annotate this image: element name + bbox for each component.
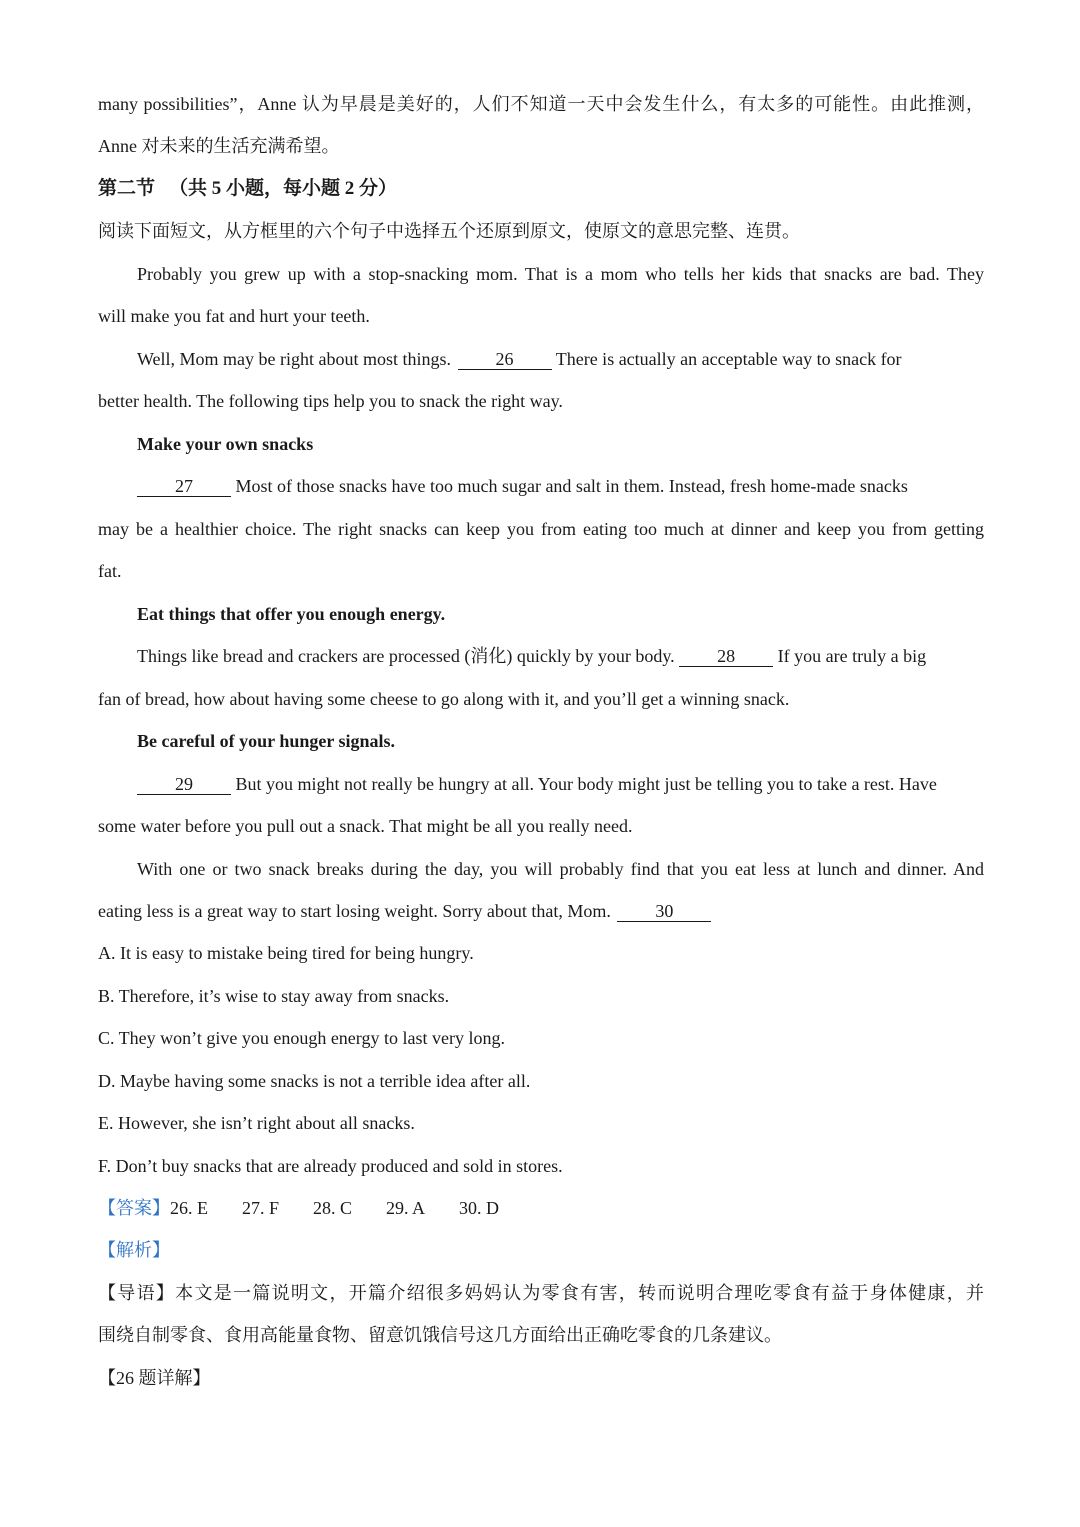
passage-p2-line2: better health. The following tips help you to snack the right way. (98, 391, 563, 411)
blank-30: 30 (617, 901, 711, 922)
intro-line-2: Anne 对未来的生活充满希望。 (98, 136, 340, 156)
option-b: B. Therefore, it’s wise to stay away from snacks. (98, 986, 450, 1006)
passage-p2-before: Well, Mom may be right about most things. (137, 349, 452, 369)
passage-p4-after: If you are truly a big (777, 646, 927, 666)
blank-29: 29 (137, 774, 231, 795)
option-f: F. Don’t buy snacks that are already produced and sold in stores. (98, 1156, 563, 1176)
blank-28: 28 (679, 646, 773, 667)
passage-p6-line1: With one or two snack breaks during the day, you will probably find that you eat less at lunch and dinner. And (137, 859, 984, 879)
option-d: D. Maybe having some snacks is not a terrible idea after all. (98, 1071, 531, 1091)
analysis-label: 【解析】 (98, 1240, 170, 1260)
answer-item: 27. F (242, 1198, 280, 1218)
heading-make-snacks: Make your own snacks (137, 434, 314, 454)
passage-p3-after: Most of those snacks have too much sugar and salt in them. Instead, fresh home-made snacks (235, 476, 908, 496)
answer-item: 30. D (459, 1198, 500, 1218)
intro-line-1: many possibilities”，Anne 认为早晨是美好的，人们不知道一天中会发生什么，有太多的可能性。由此推测， (98, 94, 984, 114)
answer-item: 29. A (386, 1198, 426, 1218)
passage-p4-line1 (137, 644, 984, 668)
blank-26: 26 (458, 349, 552, 370)
passage-p1-line2: will make you fat and hurt your teeth. (98, 306, 370, 326)
passage-p6-before: eating less is a great way to start losing weight. Sorry about that, Mom. (98, 901, 611, 921)
blank-27: 27 (137, 476, 231, 497)
passage-p3-line1 (137, 474, 984, 498)
passage-p5-line1 (137, 772, 984, 796)
heading-hunger: Be careful of your hunger signals. (137, 731, 396, 751)
passage-p2-after: There is actually an acceptable way to snack for (555, 349, 902, 369)
passage-p1-line1: Probably you grew up with a stop-snacking mom. That is a mom who tells her kids that snacks are bad. They (137, 264, 984, 284)
section-subtitle: （共 5 小题，每小题 2 分） (169, 178, 398, 199)
section-title: 第二节 (98, 178, 156, 199)
passage-p4-before: Things like bread and crackers are processed (消化) quickly by your body. (137, 646, 675, 666)
option-e: E. However, she isn’t right about all snacks. (98, 1113, 415, 1133)
passage-p3-line2: may be a healthier choice. The right snacks can keep you from eating too much at dinner and keep you from getting (98, 519, 984, 539)
passage-p5-after: But you might not really be hungry at all. Your body might just be telling you to take a rest. Have (235, 774, 937, 794)
option-c: C. They won’t give you enough energy to last very long. (98, 1028, 505, 1048)
answer-label: 【答案】 (98, 1198, 170, 1218)
option-a: A. It is easy to mistake being tired for being hungry. (98, 943, 474, 963)
passage-p4-line2: fan of bread, how about having some cheese to go along with it, and you’ll get a winning snack. (98, 689, 790, 709)
passage-p3-line3: fat. (98, 561, 122, 581)
passage-p6-line2 (98, 899, 984, 923)
heading-energy: Eat things that offer you enough energy. (137, 604, 446, 624)
answer-line (98, 1196, 984, 1220)
guide-line-1: 【导语】本文是一篇说明文，开篇介绍很多妈妈认为零食有害，转而说明合理吃零食有益于身体健康，并 (98, 1283, 984, 1303)
passage-p5-line2: some water before you pull out a snack. That might be all you really need. (98, 816, 633, 836)
section-heading (98, 176, 984, 201)
guide-line-2: 围绕自制零食、食用高能量食物、留意饥饿信号这几方面给出正确吃零食的几条建议。 (98, 1325, 782, 1345)
question-26-detail-heading: 【26 题详解】 (98, 1368, 211, 1388)
section-instruction: 阅读下面短文，从方框里的六个句子中选择五个还原到原文，使原文的意思完整、连贯。 (98, 221, 800, 241)
answer-item: 26. E (170, 1198, 208, 1218)
answer-item: 28. C (313, 1198, 353, 1218)
passage-p2-line1 (137, 347, 984, 371)
